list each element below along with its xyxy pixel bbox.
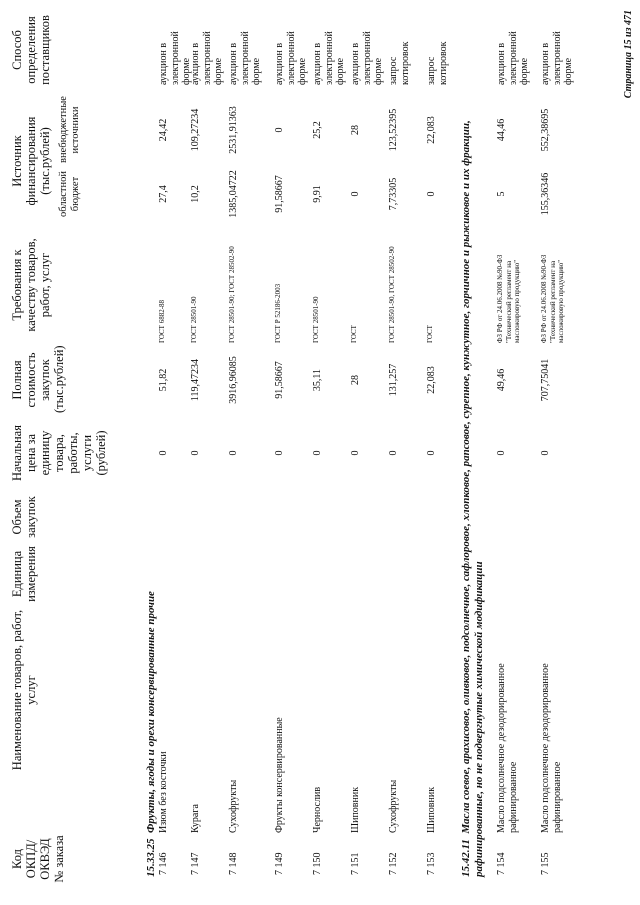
row-total-cost: 22,083 [426, 366, 437, 394]
row-start-price: 0 [496, 450, 507, 456]
row-requirements: ГОСТ [350, 325, 358, 343]
row-fin-regional: 0 [350, 191, 361, 197]
row-fin-extra: 28 [350, 125, 361, 135]
header-start-price: Начальная цена за единицу товара, работы, услуги (рублей) [10, 425, 108, 481]
header-unit: Единица измерения [10, 546, 38, 602]
row-code: 7 154 [496, 852, 507, 875]
row-name: Фрукты консервированные [274, 717, 285, 833]
row-name: Масло подсолнечное дезодорированное рафинированное [496, 663, 519, 833]
row-requirements: ГОСТ Р 52186-2003 [274, 283, 282, 343]
row-method: аукцион в электронной форме [312, 31, 346, 85]
row-code: 7 149 [274, 852, 285, 875]
row-start-price: 0 [350, 450, 361, 456]
group-heading: 15.42.11 Масла соевое, арахисовое, оливковое, подсолнечное, сафлоровое, хлопковое, рапсовое, сурепное, кунжутное, горчичное и рыжиковое и их фракции, рафинированные, но не подвергнутые химической модификации [460, 120, 485, 877]
header-fin-extra: внебюджетные источники [58, 96, 81, 163]
row-requirements: ГОСТ 28501-90 [190, 296, 198, 343]
row-fin-regional: 1385,04722 [228, 170, 239, 218]
header-method: Способ определения поставщиков [10, 15, 52, 85]
row-fin-extra: 123,52395 [388, 108, 399, 152]
header-financing: Источник финансирования (тыс.рублей) [10, 116, 52, 206]
row-method: аукцион в электронной форме [496, 31, 530, 85]
row-fin-regional: 5 [496, 191, 507, 197]
row-fin-regional: 10,2 [190, 185, 201, 203]
row-name: Сухофрукты [388, 779, 399, 833]
row-code: 7 148 [228, 852, 239, 875]
row-fin-regional: 9,91 [312, 185, 323, 203]
row-start-price: 0 [228, 450, 239, 456]
page-number: Страница 15 из 471 [623, 10, 634, 99]
row-code: 7 150 [312, 852, 323, 875]
row-total-cost: 35,11 [312, 368, 323, 392]
row-requirements: ГОСТ 28501-90; ГОСТ 28502-90 [228, 246, 236, 343]
row-name: Масло подсолнечное дезодорированное рафинированное [540, 663, 563, 833]
row-requirements: ГОСТ 28501-90 [312, 296, 320, 343]
row-fin-regional: 7,73305 [388, 177, 399, 211]
header-fin-regional: областной бюджет [58, 171, 81, 217]
row-fin-extra: 109,27234 [190, 108, 201, 152]
header-volume: Объем закупок [10, 496, 38, 538]
row-requirements: ГОСТ 6882-88 [158, 299, 166, 343]
row-start-price: 0 [190, 450, 201, 456]
row-fin-regional: 155,36346 [540, 172, 551, 216]
header-total-cost: Полная стоимость закупок (тыс.рублей) [10, 345, 66, 413]
row-start-price: 0 [312, 450, 323, 456]
header-name: Наименование товаров, работ, услуг [10, 609, 38, 771]
row-fin-extra: 552,38695 [540, 108, 551, 152]
row-start-price: 0 [540, 450, 551, 456]
row-start-price: 0 [426, 450, 437, 456]
row-start-price: 0 [158, 450, 169, 456]
row-method: аукцион в электронной форме [274, 31, 308, 85]
row-requirements: ФЗ РФ от 24.06.2008 №90-ФЗ "Технический регламент на масложировую продукцию" [496, 254, 521, 343]
row-method: аукцион в электронной форме [540, 31, 574, 85]
row-total-cost: 707,75041 [540, 358, 551, 402]
row-fin-extra: 22,083 [426, 116, 437, 144]
row-requirements: ГОСТ 28501-90, ГОСТ 28502-90 [388, 246, 396, 343]
row-method: запрос котировок [388, 41, 411, 85]
row-fin-regional: 0 [426, 191, 437, 197]
row-code: 7 147 [190, 852, 201, 875]
row-code: 7 153 [426, 852, 437, 875]
row-method: аукцион в электронной форме [158, 31, 192, 85]
row-name: Сухофрукты [228, 779, 239, 833]
row-name: Шиповник [350, 786, 361, 833]
row-start-price: 0 [388, 450, 399, 456]
group-heading: 15.33.25 Фрукты, ягоды и орехи консервированные прочие [145, 591, 157, 877]
row-fin-extra: 0 [274, 127, 285, 133]
row-code: 7 152 [388, 852, 399, 875]
header-requirements: Требования к качеству товаров, работ, услуг [10, 238, 52, 332]
row-fin-extra: 24,42 [158, 118, 169, 142]
row-method: аукцион в электронной форме [228, 31, 262, 85]
row-total-cost: 3916,96085 [228, 356, 239, 404]
row-name: Чернослив [312, 786, 323, 833]
row-code: 7 151 [350, 852, 361, 875]
row-method: аукцион в электронной форме [190, 31, 224, 85]
row-code: 7 155 [540, 852, 551, 875]
row-total-cost: 51,82 [158, 368, 169, 392]
row-total-cost: 28 [350, 375, 361, 385]
row-start-price: 0 [274, 450, 285, 456]
row-fin-extra: 44,46 [496, 118, 507, 142]
row-total-cost: 119,47234 [190, 358, 201, 402]
header-code: Код ОКПД/ ОКВЭД № заказа [10, 835, 66, 883]
row-fin-regional: 91,58667 [274, 175, 285, 213]
row-method: запрос котировок [426, 41, 449, 85]
row-fin-extra: 25,2 [312, 121, 323, 139]
row-fin-regional: 27,4 [158, 185, 169, 203]
row-fin-extra: 2531,91363 [228, 106, 239, 154]
row-total-cost: 49,46 [496, 368, 507, 392]
row-total-cost: 131,257 [388, 363, 399, 397]
row-name: Шиповник [426, 786, 437, 833]
row-method: аукцион в электронной форме [350, 31, 384, 85]
row-code: 7 146 [158, 852, 169, 875]
row-requirements: ФЗ РФ от 24.06.2008 №90-ФЗ "Технический регламент на масложировую продукцию" [540, 254, 565, 343]
row-requirements: ГОСТ [426, 325, 434, 343]
row-total-cost: 91,58667 [274, 361, 285, 399]
row-name: Изюм без косточки [158, 751, 169, 833]
row-name: Курага [190, 804, 201, 833]
